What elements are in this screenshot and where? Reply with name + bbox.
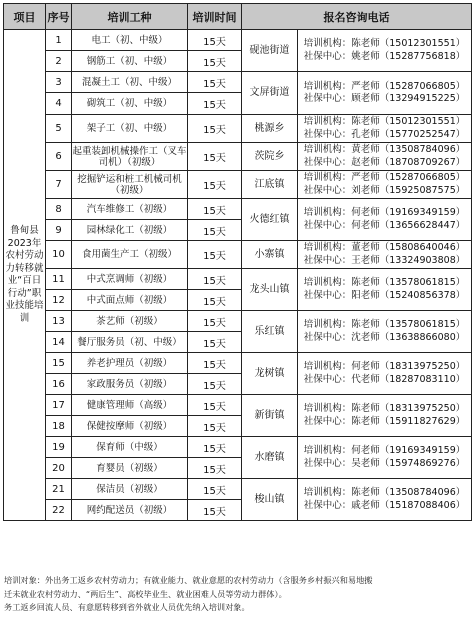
town-name: 江底镇 (242, 171, 298, 199)
table-body (4, 30, 472, 521)
town-contacts (298, 395, 472, 437)
row-seq: 18 (46, 416, 72, 437)
table-row (4, 241, 472, 269)
social-security-contact: 社保中心：姚老师（15287756818） (303, 50, 466, 62)
note-line-1: 培训对象：外出务工返乡农村劳动力；有就业能力、就业意愿的农村劳动力（含服务乡村振兴和易地搬 (4, 575, 373, 585)
row-trade: 砌筑工（初、中级） (72, 93, 188, 115)
row-trade: 保健按摩师（初级） (72, 416, 188, 437)
row-seq: 3 (46, 72, 72, 93)
row-trade: 保育师（中级） (72, 437, 188, 458)
row-seq: 10 (46, 241, 72, 269)
row-duration: 15天 (188, 171, 242, 199)
header-trade: 培训工种 (72, 4, 188, 30)
table-row (4, 437, 472, 458)
row-trade: 养老护理员（初级） (72, 353, 188, 374)
table-row (4, 311, 472, 332)
row-duration: 15天 (188, 30, 242, 51)
town-name: 龙树镇 (242, 353, 298, 395)
row-trade: 中式面点师（初级） (72, 290, 188, 311)
town-contacts (298, 72, 472, 115)
training-org-contact: 培训机构：陈老师（15012301551） (303, 116, 466, 127)
row-duration: 15天 (188, 437, 242, 458)
social-security-contact: 社保中心：刘老师（15925087575） (303, 184, 466, 196)
row-seq: 19 (46, 437, 72, 458)
row-seq: 12 (46, 290, 72, 311)
header-contact: 报名咨询电话 (242, 4, 472, 30)
row-duration: 15天 (188, 269, 242, 290)
table-row (4, 30, 472, 51)
note-line-3: 务工返乡回流人员、有意愿转移到省外就业人员优先纳入培训对象。 (4, 602, 250, 612)
row-trade: 中式烹调师（初级） (72, 269, 188, 290)
social-security-contact: 社保中心：吴老师（15974869276） (303, 457, 466, 469)
social-security-contact: 社保中心：孔老师（15770252547） (303, 128, 466, 140)
row-duration: 15天 (188, 290, 242, 311)
row-duration: 15天 (188, 51, 242, 72)
row-trade: 园林绿化工（初级） (72, 220, 188, 241)
row-trade: 汽车维修工（初级） (72, 199, 188, 220)
town-name: 文屏街道 (242, 72, 298, 115)
row-seq: 9 (46, 220, 72, 241)
row-trade: 钢筋工（初、中级） (72, 51, 188, 72)
training-org-contact: 培训机构：陈老师（13508784096） (303, 487, 466, 498)
row-seq: 1 (46, 30, 72, 51)
row-trade: 家政服务员（初级） (72, 374, 188, 395)
table-row (4, 199, 472, 220)
row-duration: 15天 (188, 353, 242, 374)
social-security-contact: 社保中心：沈老师（13638866080） (303, 331, 466, 343)
town-name: 茨院乡 (242, 143, 298, 171)
training-org-contact: 培训机构：陈老师（13578061815） (303, 277, 466, 288)
row-seq: 6 (46, 143, 72, 171)
training-org-contact: 培训机构：严老师（15287066805） (303, 80, 466, 92)
header-project: 项目 (4, 4, 46, 30)
row-duration: 15天 (188, 332, 242, 353)
town-contacts (298, 30, 472, 72)
social-security-contact: 社保中心：赵老师（18708709267） (303, 156, 466, 168)
training-org-contact: 培训机构：陈老师（15012301551） (303, 38, 466, 49)
table-row (4, 353, 472, 374)
town-contacts (298, 479, 472, 521)
town-name: 新街镇 (242, 395, 298, 437)
town-name: 龙头山镇 (242, 269, 298, 311)
table-row (4, 115, 472, 143)
social-security-contact: 社保中心：顾老师（13294915225） (303, 93, 466, 104)
row-trade: 餐厅服务员（初、中级） (72, 332, 188, 353)
row-duration: 15天 (188, 374, 242, 395)
row-seq: 15 (46, 353, 72, 374)
social-security-contact: 社保中心：代老师（18287083110） (303, 373, 466, 385)
row-duration: 15天 (188, 395, 242, 416)
row-duration: 15天 (188, 500, 242, 521)
town-name: 桃源乡 (242, 115, 298, 143)
row-seq: 20 (46, 458, 72, 479)
table-row (4, 143, 472, 171)
social-security-contact: 社保中心：陈老师（15911827629） (303, 415, 466, 427)
town-contacts (298, 241, 472, 269)
row-seq: 21 (46, 479, 72, 500)
social-security-contact: 社保中心：何老师（13656628447） (303, 219, 466, 231)
town-name: 乐红镇 (242, 311, 298, 353)
row-seq: 2 (46, 51, 72, 72)
town-name: 梭山镇 (242, 479, 298, 521)
row-duration: 15天 (188, 115, 242, 143)
social-security-contact: 社保中心：戚老师（15187088406） (303, 499, 466, 511)
header-row (4, 4, 472, 30)
row-trade: 起重装卸机械操作工（叉车司机）（初级） (72, 143, 188, 171)
training-org-contact: 培训机构：何老师（18313975250） (303, 361, 466, 372)
row-trade: 茶艺师（初级） (72, 311, 188, 332)
town-contacts (298, 115, 472, 143)
town-contacts (298, 353, 472, 395)
row-duration: 15天 (188, 479, 242, 500)
town-name: 水磨镇 (242, 437, 298, 479)
row-trade: 架子工（初、中级） (72, 115, 188, 143)
town-contacts (298, 171, 472, 199)
training-org-contact: 培训机构：黄老师（13508784096） (303, 144, 466, 155)
row-duration: 15天 (188, 220, 242, 241)
table-row (4, 395, 472, 416)
training-org-contact: 培训机构：何老师（19169349159） (303, 207, 466, 218)
note-line-2: 迁未就业农村劳动力、“两后生”、高校毕业生、就业困难人员等劳动力群体）。 (4, 588, 287, 599)
row-duration: 15天 (188, 143, 242, 171)
project-label: 鲁甸县2023年农村劳动力转移就业“百日行动”职业技能培训 (4, 30, 46, 521)
training-schedule-table (3, 3, 472, 521)
row-trade: 网约配送员（初级） (72, 500, 188, 521)
training-org-contact: 培训机构：董老师（15808640046） (303, 242, 466, 253)
row-seq: 16 (46, 374, 72, 395)
town-contacts (298, 199, 472, 241)
row-seq: 5 (46, 115, 72, 143)
row-seq: 8 (46, 199, 72, 220)
row-trade: 混凝土工（初、中级） (72, 72, 188, 93)
notes (4, 574, 470, 615)
row-duration: 15天 (188, 311, 242, 332)
social-security-contact: 社保中心：王老师（13324903808） (303, 254, 466, 266)
town-contacts (298, 269, 472, 311)
row-trade: 育婴员（初级） (72, 458, 188, 479)
header-duration: 培训时间 (188, 4, 242, 30)
training-org-contact: 培训机构：陈老师（13578061815） (303, 319, 466, 330)
training-org-contact: 培训机构：严老师（15287066805） (303, 172, 466, 183)
row-duration: 15天 (188, 93, 242, 115)
row-trade: 电工（初、中级） (72, 30, 188, 51)
town-contacts (298, 143, 472, 171)
row-seq: 17 (46, 395, 72, 416)
town-name: 火德红镇 (242, 199, 298, 241)
town-contacts (298, 311, 472, 353)
header-seq: 序号 (46, 4, 72, 30)
row-seq: 11 (46, 269, 72, 290)
training-org-contact: 培训机构：陈老师（18313975250） (303, 403, 466, 414)
social-security-contact: 社保中心：阳老师（15240856378） (303, 289, 466, 301)
table-row (4, 72, 472, 93)
town-contacts (298, 437, 472, 479)
row-duration: 15天 (188, 416, 242, 437)
table-row (4, 269, 472, 290)
row-duration: 15天 (188, 199, 242, 220)
row-seq: 4 (46, 93, 72, 115)
row-seq: 13 (46, 311, 72, 332)
row-trade: 健康管理师（高级） (72, 395, 188, 416)
row-trade: 挖掘铲运和桩工机械司机（初级） (72, 171, 188, 199)
town-name: 砚池街道 (242, 30, 298, 72)
row-seq: 14 (46, 332, 72, 353)
row-seq: 7 (46, 171, 72, 199)
row-trade: 保洁员（初级） (72, 479, 188, 500)
row-seq: 22 (46, 500, 72, 521)
row-duration: 15天 (188, 458, 242, 479)
table-row (4, 479, 472, 500)
row-duration: 15天 (188, 241, 242, 269)
training-org-contact: 培训机构：何老师（19169349159） (303, 445, 466, 456)
table-row (4, 171, 472, 199)
row-trade: 食用菌生产工（初级） (72, 241, 188, 269)
row-duration: 15天 (188, 72, 242, 93)
town-name: 小寨镇 (242, 241, 298, 269)
